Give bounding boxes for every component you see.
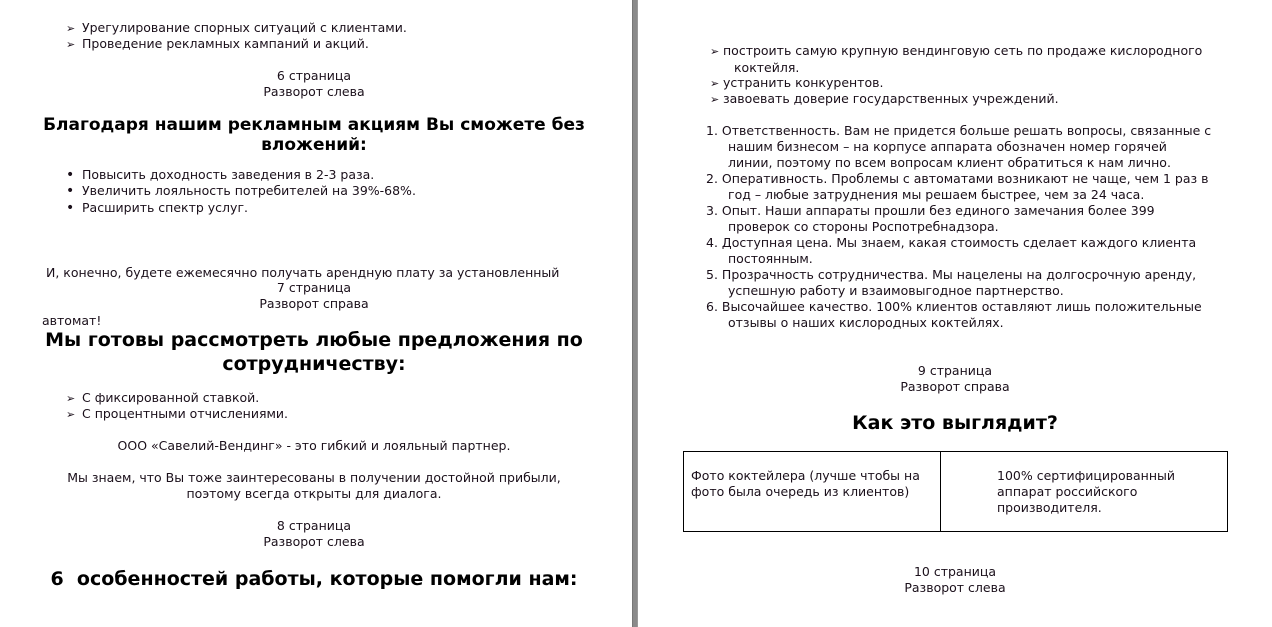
- arrow-bullet-icon: ➢: [710, 93, 720, 106]
- profit-paragraph: Мы знаем, что Вы тоже заинтересованы в получении достойной прибыли, поэтому всегда открыты для диалога.: [67, 470, 561, 501]
- arrow-bullet-icon: ➢: [66, 22, 76, 35]
- list-item: • Повысить доходность заведения в 2-3 раза.: [66, 167, 375, 183]
- heading-ads: Благодаря нашим рекламным акциям Вы сможете без вложений:: [43, 115, 585, 155]
- feature-item-5: 5. Прозрачность сотрудничества. Мы нацелены на долгосрочную аренду, успешную работу и взаимовыгодное партнерство.: [706, 267, 1197, 298]
- heading-cooperation: Мы готовы рассмотреть любые предложения по сотрудничеству:: [45, 329, 583, 375]
- rent-paragraph: И, конечно, будете ежемесячно получать арендную плату за установленный автомат!: [42, 265, 560, 328]
- document-page-left: [0, 0, 632, 627]
- feature-item-2: 2. Оперативность. Проблемы с автоматами возникают не чаще, чем 1 раз в год – любые затруднения мы решаем быстрее, чем за 24 часа.: [706, 171, 1209, 202]
- feature-item-3: 3. Опыт. Наши аппараты прошли без единого замечания более 399 проверок со стороны Роспотребнадзора.: [706, 203, 1155, 234]
- page-marker-7: 7 страница Разворот справа: [259, 280, 369, 311]
- heading-look: Как это выглядит?: [852, 412, 1058, 434]
- arrow-bullet-icon: ➢: [66, 392, 76, 405]
- table-cell-certified: 100% сертифицированный аппарат российского производителя.: [997, 468, 1176, 515]
- dot-bullet-icon: •: [66, 183, 75, 199]
- page-marker-6: 6 страница Разворот слева: [263, 68, 365, 99]
- page-marker-8: 8 страница Разворот слева: [263, 518, 365, 549]
- list-item: ➢ устранить конкурентов.: [710, 75, 884, 90]
- list-item: ➢ С фиксированной ставкой.: [66, 390, 260, 405]
- partner-paragraph: ООО «Савелий-Вендинг» - это гибкий и лояльный партнер.: [117, 438, 511, 453]
- list-item: ➢ Проведение рекламных кампаний и акций.: [66, 36, 369, 51]
- feature-item-6: 6. Высочайшее качество. 100% клиентов оставляют лишь положительные отзывы о наших кислородных коктейлях.: [706, 299, 1202, 330]
- list-item: • Увеличить лояльность потребителей на 39%-68%.: [66, 183, 416, 199]
- list-item: ➢ построить самую крупную вендинговую сеть по продаже кислородного коктейля.: [710, 43, 1203, 75]
- arrow-bullet-icon: ➢: [66, 38, 76, 51]
- arrow-bullet-icon: ➢: [710, 45, 720, 58]
- feature-item-1: 1. Ответственность. Вам не придется больше решать вопросы, связанные с нашим бизнесом – на корпусе аппарата обозначен номер горячей линии, поэтому по всем вопросам клиент обратиться к нам лично.: [706, 123, 1212, 170]
- page-marker-10: 10 страница Разворот слева: [904, 564, 1006, 595]
- arrow-bullet-icon: ➢: [66, 408, 76, 421]
- page-marker-9: 9 страница Разворот справа: [900, 363, 1010, 394]
- table-cell-photo: Фото коктейлера (лучше чтобы на фото была очередь из клиентов): [684, 452, 941, 531]
- list-item: ➢ Урегулирование спорных ситуаций с клиентами.: [66, 20, 407, 35]
- document-page-right: [638, 0, 1272, 627]
- list-item: • Расширить спектр услуг.: [66, 200, 248, 216]
- list-item: ➢ завоевать доверие государственных учреждений.: [710, 91, 1059, 106]
- arrow-bullet-icon: ➢: [710, 77, 720, 90]
- feature-item-4: 4. Доступная цена. Мы знаем, какая стоимость сделает каждого клиента постоянным.: [706, 235, 1197, 266]
- photo-table: [683, 451, 1228, 532]
- dot-bullet-icon: •: [66, 200, 75, 216]
- list-item: ➢ С процентными отчислениями.: [66, 406, 289, 421]
- heading-features: 6 особенностей работы, которые помогли нам:: [50, 568, 578, 590]
- dot-bullet-icon: •: [66, 167, 75, 183]
